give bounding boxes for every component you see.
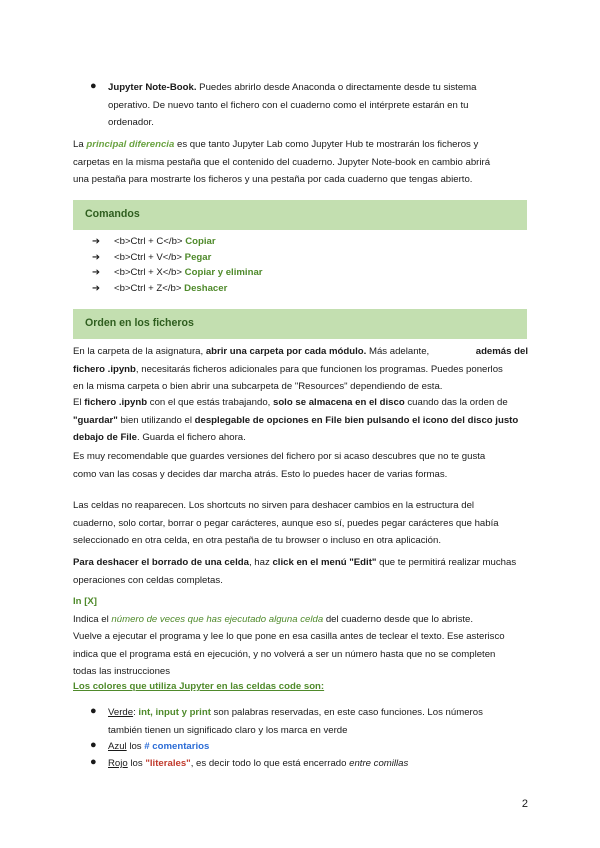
command-item: ➔ <b>Ctrl + X</b> Copiar y eliminar [92, 265, 512, 281]
arrow-right-icon: ➔ [92, 282, 101, 294]
arrow-right-icon: ➔ [92, 251, 101, 263]
bullet-dot: ● [90, 739, 97, 751]
command-item: ➔ <b>Ctrl + V</b> Pegar [92, 250, 512, 266]
files-paragraph-4: Las celdas no reaparecen. Los shortcuts no sirven para deshacer cambios en la estructura del cuaderno, solo cortar, borrar o pegar carácteres, aunque eso sí, puedes pegar carácteres que había seleccionado en otra celda, en otra pestaña de tu browser o incluso en otra aplicación. [73, 500, 499, 546]
difference-paragraph: La principal diferencia es que tanto Jupyter Lab como Jupyter Hub te mostrarán los ficheros y carpetas en la misma pestaña que el contenido del cuaderno. Jupyter Note-book en cambio abrirá una pestaña para mostrarte los ficheros y una pestaña por cada cuaderno que tengas abierto. [73, 139, 491, 185]
colors-heading: Los colores que utiliza Jupyter en las celdas code son: [73, 681, 325, 692]
bullet-dot: ● [90, 705, 97, 717]
highlight-text: principal diferencia [86, 139, 175, 150]
bullet-lead: Jupyter Note-Book. [108, 82, 197, 93]
color-item-blue: Azul los # comentarios [108, 741, 210, 752]
command-item: ➔ <b>Ctrl + Z</b> Deshacer [92, 281, 512, 297]
jupyter-notebook-bullet: Jupyter Note-Book. Puedes abrirlo desde Anaconda o directamente desde tu sistema operativo. De nuevo tanto el fichero con el cuaderno como el intérprete estarán en tu ordenador. [108, 82, 477, 128]
files-paragraph-5: Para deshacer el borrado de una celda, haz click en el menú "Edit" que te permitirá realizar muchas operaciones con celdas completas. [73, 557, 517, 586]
bullet-dot: ● [90, 80, 97, 92]
bullet-dot: ● [90, 756, 97, 768]
page-number: 2 [521, 798, 528, 810]
inx-section: In [X] Indica el número de veces que has ejecutado alguna celda del cuaderno desde que lo abriste. Vuelve a ejecutar el programa y lee lo que pone en esa casilla antes de teclear el texto. Ese asterisco indica que el programa está en ejecución, y no volverá a ser un número hasta que no se completen todas las instrucciones [73, 596, 505, 677]
color-item-red: Rojo los "literales", es decir todo lo que está encerrado entre comillas [108, 758, 409, 769]
arrow-right-icon: ➔ [92, 236, 101, 247]
files-paragraph-2: El fichero .ipynb con el que estás trabajando, solo se almacena en el disco cuando das la orden de "guardar" bien utilizando el desplegable de opciones en File bien pulsando el icono del disco justo debajo de File. Guarda el fichero ahora. [73, 397, 519, 443]
files-paragraph-3: Es muy recomendable que guardes versiones del fichero por si acaso descubres que no te gusta como van las cosas y decides dar marcha atrás. Esto lo puedes hacer de varias formas. [73, 451, 486, 480]
arrow-right-icon: ➔ [92, 267, 101, 278]
commands-list [92, 234, 512, 296]
section-header-commands [73, 200, 527, 230]
section-title: Orden en los ficheros [85, 317, 194, 329]
section-title: Comandos [85, 208, 140, 220]
section-header-files [73, 309, 527, 339]
files-paragraph-1: En la carpeta de la asignatura, abrir una carpeta por cada módulo. Más adelante, además del fichero .ipynb, necesitarás ficheros adicionales para que funcionen los programas. Puedes ponerlos en la misma carpeta o bien abrir una subcarpeta de "Resources" dependiendo de esta. [73, 346, 528, 392]
color-item-green: Verde: int, input y print son palabras reservadas, en este caso funciones. Los números también tienen un significado claro y los marca en verde [108, 707, 483, 736]
inx-heading: In [X] [73, 596, 97, 607]
command-item: ➔ <b>Ctrl + C</b> Copiar [92, 234, 512, 250]
